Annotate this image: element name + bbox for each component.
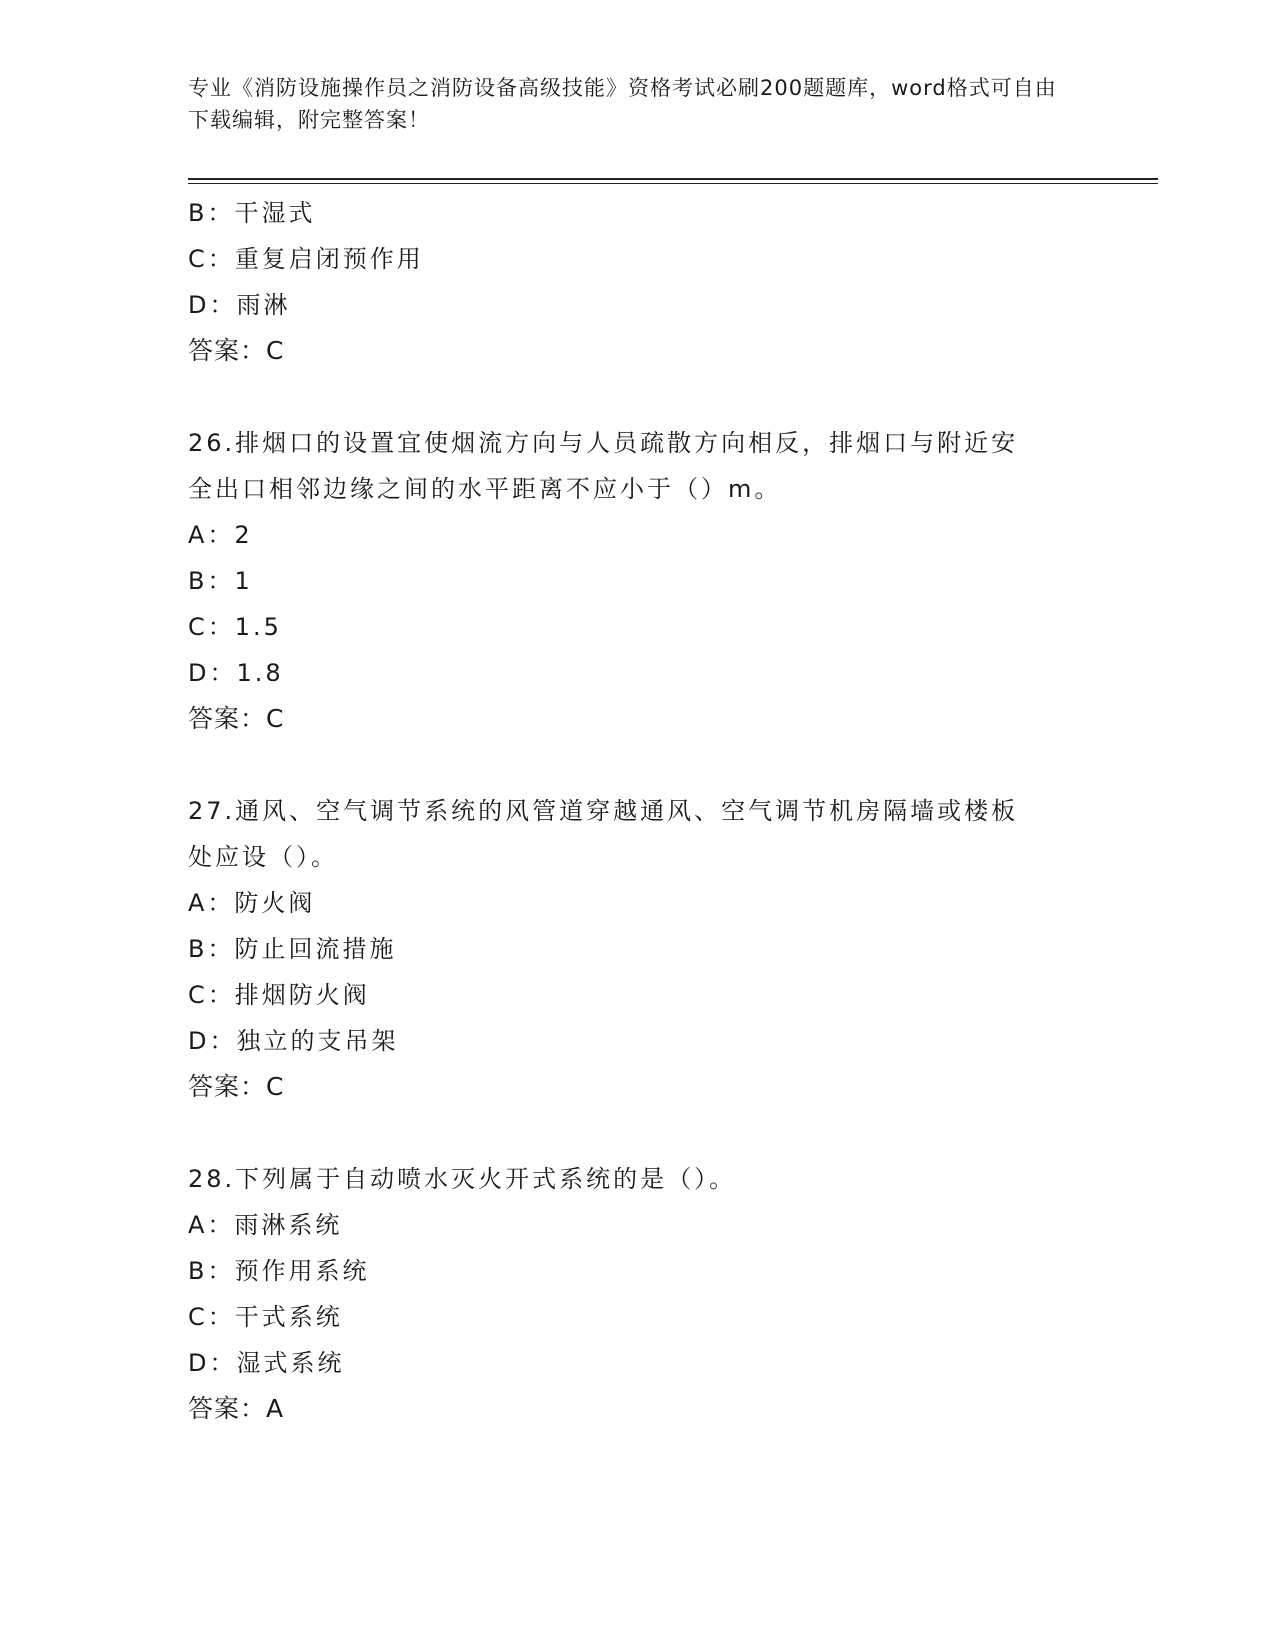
question-text-line: 处应设（）。: [188, 843, 338, 871]
question-text-line: 全出口相邻边缘之间的水平距离不应小于（）m。: [188, 475, 782, 503]
option-c: C：干式系统: [188, 1303, 343, 1331]
option-a: A：防火阀: [188, 889, 316, 917]
option-b: B：1: [188, 567, 253, 595]
question-28: [188, 1156, 1088, 1432]
question-text-line: 28.下列属于自动喷水灭火开式系统的是（）。: [188, 1165, 737, 1193]
option-b: B：防止回流措施: [188, 935, 397, 963]
option-c: C：重复启闭预作用: [188, 245, 424, 273]
question-25-continued: [188, 190, 1088, 374]
question-26: [188, 420, 1088, 742]
option-d: D：湿式系统: [188, 1349, 345, 1377]
option-c: C：排烟防火阀: [188, 981, 370, 1009]
answer: 答案：C: [188, 336, 285, 365]
option-d: D：独立的支吊架: [188, 1027, 399, 1055]
question-27: [188, 788, 1088, 1110]
question-text-line: 27.通风、空气调节系统的风管道穿越通风、空气调节机房隔墙或楼板: [188, 797, 1019, 825]
header-divider-thick: [188, 178, 1158, 180]
header-title: 专业《消防设施操作员之消防设备高级技能》资格考试必刷200题题库，word格式可自由下载编辑，附完整答案！: [188, 76, 1057, 132]
option-a: A：2: [188, 521, 253, 549]
document-header: [188, 72, 1068, 136]
option-b: B：干湿式: [188, 199, 316, 227]
question-list: [188, 190, 1088, 1432]
option-d: D：1.8: [188, 659, 284, 687]
header-divider-thin: [188, 183, 1158, 184]
option-c: C：1.5: [188, 613, 282, 641]
answer: 答案：A: [188, 1394, 285, 1423]
answer: 答案：C: [188, 704, 285, 733]
option-b: B：预作用系统: [188, 1257, 370, 1285]
answer: 答案：C: [188, 1072, 285, 1101]
question-text-line: 26.排烟口的设置宜使烟流方向与人员疏散方向相反，排烟口与附近安: [188, 429, 1019, 457]
option-a: A：雨淋系统: [188, 1211, 343, 1239]
option-d: D：雨淋: [188, 291, 291, 319]
